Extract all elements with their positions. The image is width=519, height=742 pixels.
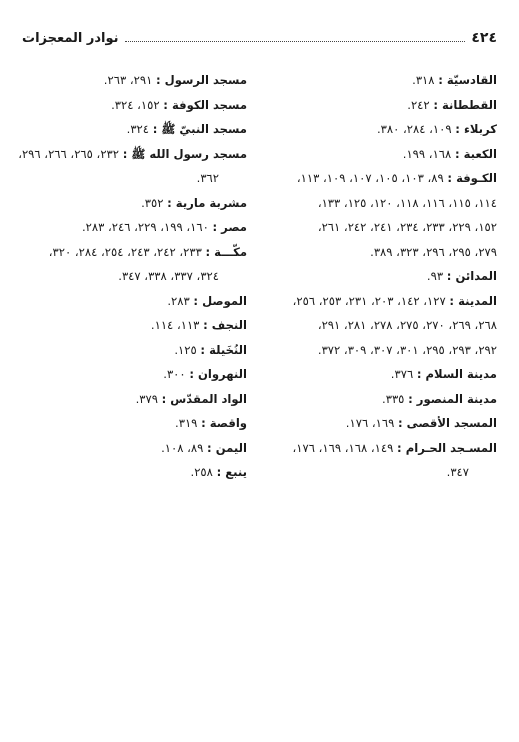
page-references: ١٦٩، ١٧٦. <box>345 416 398 430</box>
place-name: النهروان : <box>189 367 247 381</box>
page-references: ٣٠٠. <box>163 367 190 381</box>
page-references: ١٠٩، ٢٨٤، ٣٨٠. <box>376 122 456 136</box>
page-references: ٩٣. <box>426 269 447 283</box>
page-references: ٣١٨. <box>412 73 439 87</box>
page-references: ١٥٢، ٣٢٤. <box>111 97 164 112</box>
page-references: ٣٧٩. <box>135 391 162 406</box>
index-entry <box>267 362 497 387</box>
index-entry-continuation <box>267 338 497 363</box>
place-name: المسـجد الحـرام : <box>397 440 497 455</box>
page-references: ١١٤، ١١٥، ١١٦، ١١٨، ١٢٠، ١٢٥، ١٣٣، <box>317 195 497 210</box>
index-entry <box>12 411 247 436</box>
index-entry-continuation <box>12 264 247 289</box>
index-entry <box>12 460 247 485</box>
place-name: الكعبة : <box>454 146 497 161</box>
place-name: مسجد الرسول : <box>155 73 247 87</box>
index-entry <box>12 240 247 265</box>
page-number: ٤٢٤ <box>471 30 497 46</box>
page-references: ٢٣٢، ٢٦٥، ٢٦٦، ٢٩٦، <box>18 146 123 161</box>
running-title: نوادر المعجزات <box>22 31 119 46</box>
place-name: مسجد رسول الله ﷺ : <box>122 146 247 161</box>
index-entry <box>12 215 247 240</box>
page-references: ٢٨٣. <box>167 293 194 308</box>
page-references: ٨٩، ١٠٨. <box>161 440 208 455</box>
page-references: ٣٧٦. <box>390 367 417 381</box>
page-references: ٢٥٨. <box>190 465 217 479</box>
page-references: ٨٩، ١٠٣، ١٠٥، ١٠٧، ١٠٩، ١١٣، <box>296 171 448 185</box>
index-column-left <box>12 68 247 485</box>
place-name: المسجد الأقصى : <box>397 416 497 430</box>
page-references: ١٦٨، ١٩٩. <box>402 146 455 161</box>
page-references: ٣٢٤. <box>126 122 153 136</box>
place-name: واقصة : <box>201 416 247 430</box>
place-name: ينبع : <box>216 465 247 479</box>
page-references: ٢٦٨، ٢٦٩، ٢٧٠، ٢٧٥، ٢٧٨، ٢٨١، ٢٩١، <box>317 318 497 332</box>
page-references: ٢٣٣، ٢٤٢، ٢٤٣، ٢٥٤، ٢٨٤، ٣٢٠، <box>48 244 206 259</box>
index-entry <box>12 93 247 118</box>
page-references: ١٥٢، ٢٢٩، ٢٣٣، ٢٣٤، ٢٤١، ٢٤٢، ٢٦١، <box>317 220 497 234</box>
index-entry <box>267 436 497 461</box>
place-name: النُخَيلة : <box>200 342 247 357</box>
page-references: ٣٢٤، ٣٣٧، ٣٣٨، ٣٤٧. <box>118 269 219 283</box>
index-entry-continuation <box>267 191 497 216</box>
index-entry <box>267 142 497 167</box>
page-references: ٣٤٧. <box>446 465 469 479</box>
place-name: مسجد النبيّ ﷺ : <box>152 122 247 136</box>
place-name: اليمن : <box>207 440 247 455</box>
page-references: ٣١٩. <box>175 416 202 430</box>
place-name: المدينة : <box>449 293 497 308</box>
index-entry <box>12 117 247 142</box>
index-entry <box>267 93 497 118</box>
page-references: ٢٩٢، ٢٩٣، ٢٩٥، ٣٠١، ٣٠٧، ٣٠٩، ٣٧٢. <box>317 342 497 357</box>
place-name: مصر : <box>212 220 247 234</box>
page-references: ١٤٩، ١٦٨، ١٦٩، ١٧٦، <box>292 440 398 455</box>
place-name: القططانة : <box>433 97 497 112</box>
place-name: مكّـــة : <box>205 244 247 259</box>
index-column-right <box>267 68 497 485</box>
index-entry <box>12 313 247 338</box>
page-references: ١١٣، ١١٤. <box>150 318 204 332</box>
page-references: ٢٧٩، ٢٩٥، ٢٩٦، ٣٢٣، ٣٨٩. <box>370 244 497 259</box>
index-entry <box>12 362 247 387</box>
page-references: ١٦٠، ١٩٩، ٢٢٩، ٢٤٦، ٢٨٣. <box>81 220 213 234</box>
index-entry <box>267 68 497 93</box>
place-name: مسجد الكوفة : <box>163 97 247 112</box>
page-references: ٣٥٢. <box>141 195 168 210</box>
index-entry-continuation <box>12 166 247 191</box>
place-name: مدينة المنصور : <box>408 391 497 406</box>
index-entry-continuation <box>267 240 497 265</box>
page-header <box>22 30 497 52</box>
index-entry <box>267 289 497 314</box>
index-entry <box>12 142 247 167</box>
header-dotted-leader <box>125 40 466 42</box>
page-references: ٢٩١، ٢٦٣. <box>103 73 156 87</box>
index-entry <box>12 436 247 461</box>
index-entry <box>12 338 247 363</box>
page-references: ١٢٧، ١٤٢، ٢٠٣، ٢٣١، ٢٥٣، ٢٥٦، <box>292 293 450 308</box>
index-entry <box>267 117 497 142</box>
index-entry <box>12 289 247 314</box>
index-entry-continuation <box>267 460 497 485</box>
place-name: مدينة السلام : <box>416 367 497 381</box>
page-references: ٣٦٢. <box>196 171 219 185</box>
index-entry <box>267 264 497 289</box>
place-name: الواد المقدّس : <box>161 391 247 406</box>
place-name: مشربة مارية : <box>167 195 247 210</box>
place-name: كربلاء : <box>455 122 497 136</box>
place-name: القادسيّة : <box>438 73 497 87</box>
index-entry <box>267 166 497 191</box>
index-entry-continuation <box>267 215 497 240</box>
index-entry-continuation <box>267 313 497 338</box>
place-name: الموصل : <box>193 293 247 308</box>
place-name: المدائن : <box>446 269 497 283</box>
index-entry <box>267 387 497 412</box>
index-entry <box>267 411 497 436</box>
index-entry <box>12 68 247 93</box>
index-entry <box>12 387 247 412</box>
index-entry <box>12 191 247 216</box>
place-name: الكـوفة : <box>447 171 497 185</box>
place-name: النجف : <box>203 318 247 332</box>
page-references: ١٢٥. <box>174 342 201 357</box>
page-references: ٢٤٢. <box>407 97 434 112</box>
page-references: ٣٣٥. <box>382 391 409 406</box>
